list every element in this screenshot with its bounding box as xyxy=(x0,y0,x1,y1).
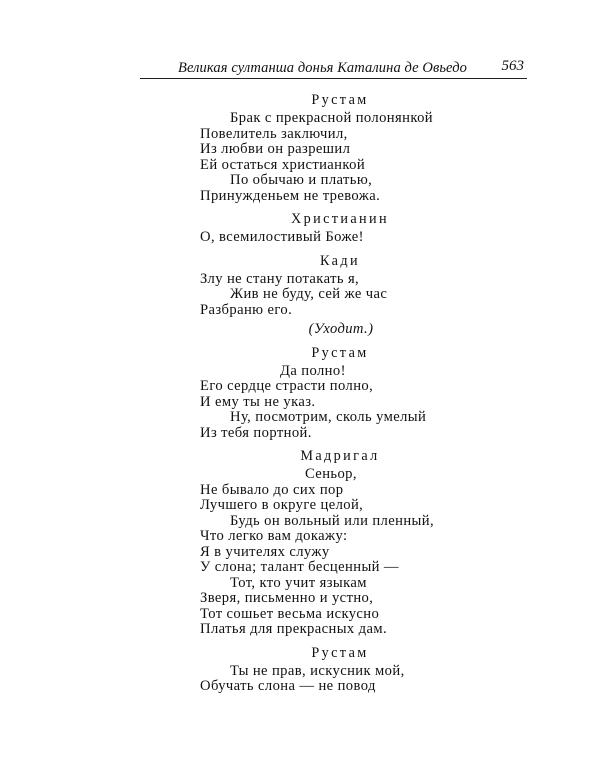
verse-line: Принужденьем не тревожа. xyxy=(200,187,381,204)
verse-line: Да полно! xyxy=(280,362,346,379)
play-text xyxy=(200,92,460,695)
page-number: 563 xyxy=(501,58,524,74)
verse-line: Ты не прав, искусник мой, xyxy=(230,662,405,679)
verse-line: Разбраню его. xyxy=(200,301,293,318)
verse-line: Не бывало до сих пор xyxy=(200,481,344,498)
verse-line: Лучшего в округе целой, xyxy=(200,497,364,513)
verse-line: И ему ты не указ. xyxy=(200,393,316,410)
verse-line: У слона; талант бесценный — xyxy=(200,559,399,575)
verse-line: Ей остаться христианкой xyxy=(200,156,366,173)
verse-line: Обучать слона — не повод xyxy=(200,678,376,694)
running-head xyxy=(140,56,527,79)
verse-line: Из тебя портной. xyxy=(200,424,312,441)
verse-line: По обычаю и платью, xyxy=(230,172,373,188)
verse-line: Что легко вам докажу: xyxy=(200,528,348,544)
verse-line: Тот, кто учит языкам xyxy=(230,574,367,591)
speaker-name: Кади xyxy=(320,252,360,269)
verse-line: Брак с прекрасной полонянкой xyxy=(230,110,433,126)
verse-line: Сеньор, xyxy=(305,466,357,482)
speaker-name: Христианин xyxy=(290,211,390,227)
verse-line: Будь он вольный или пленный, xyxy=(230,512,434,529)
speaker-name: Рустам xyxy=(311,92,369,108)
speaker-name: Мадригал xyxy=(300,448,380,464)
running-head-title: Великая султанша донья Каталина де Овьедо xyxy=(178,60,468,76)
verse-line: Повелитель заключил, xyxy=(200,125,348,142)
verse-line: Зверя, письменно и устно, xyxy=(200,590,374,606)
verse-line: Его сердце страсти полно, xyxy=(200,378,374,394)
speaker-name: Рустам xyxy=(311,644,369,661)
stage-direction: (Уходит.) xyxy=(308,321,374,337)
verse-line: Платья для прекрасных дам. xyxy=(200,621,388,637)
verse-line: Злу не стану потакать я, xyxy=(200,270,360,287)
verse-line: Тот сошьет весьма искусно xyxy=(200,605,380,622)
verse-line: Я в учителях служу xyxy=(200,543,330,560)
verse-line: Ну, посмотрим, сколь умелый xyxy=(230,409,427,425)
verse-line: О, всемилостивый Боже! xyxy=(200,229,364,245)
speaker-name: Рустам xyxy=(311,344,369,361)
verse-line: Жив не буду, сей же час xyxy=(230,286,388,302)
verse-line: Из любви он разрешил xyxy=(200,141,351,157)
